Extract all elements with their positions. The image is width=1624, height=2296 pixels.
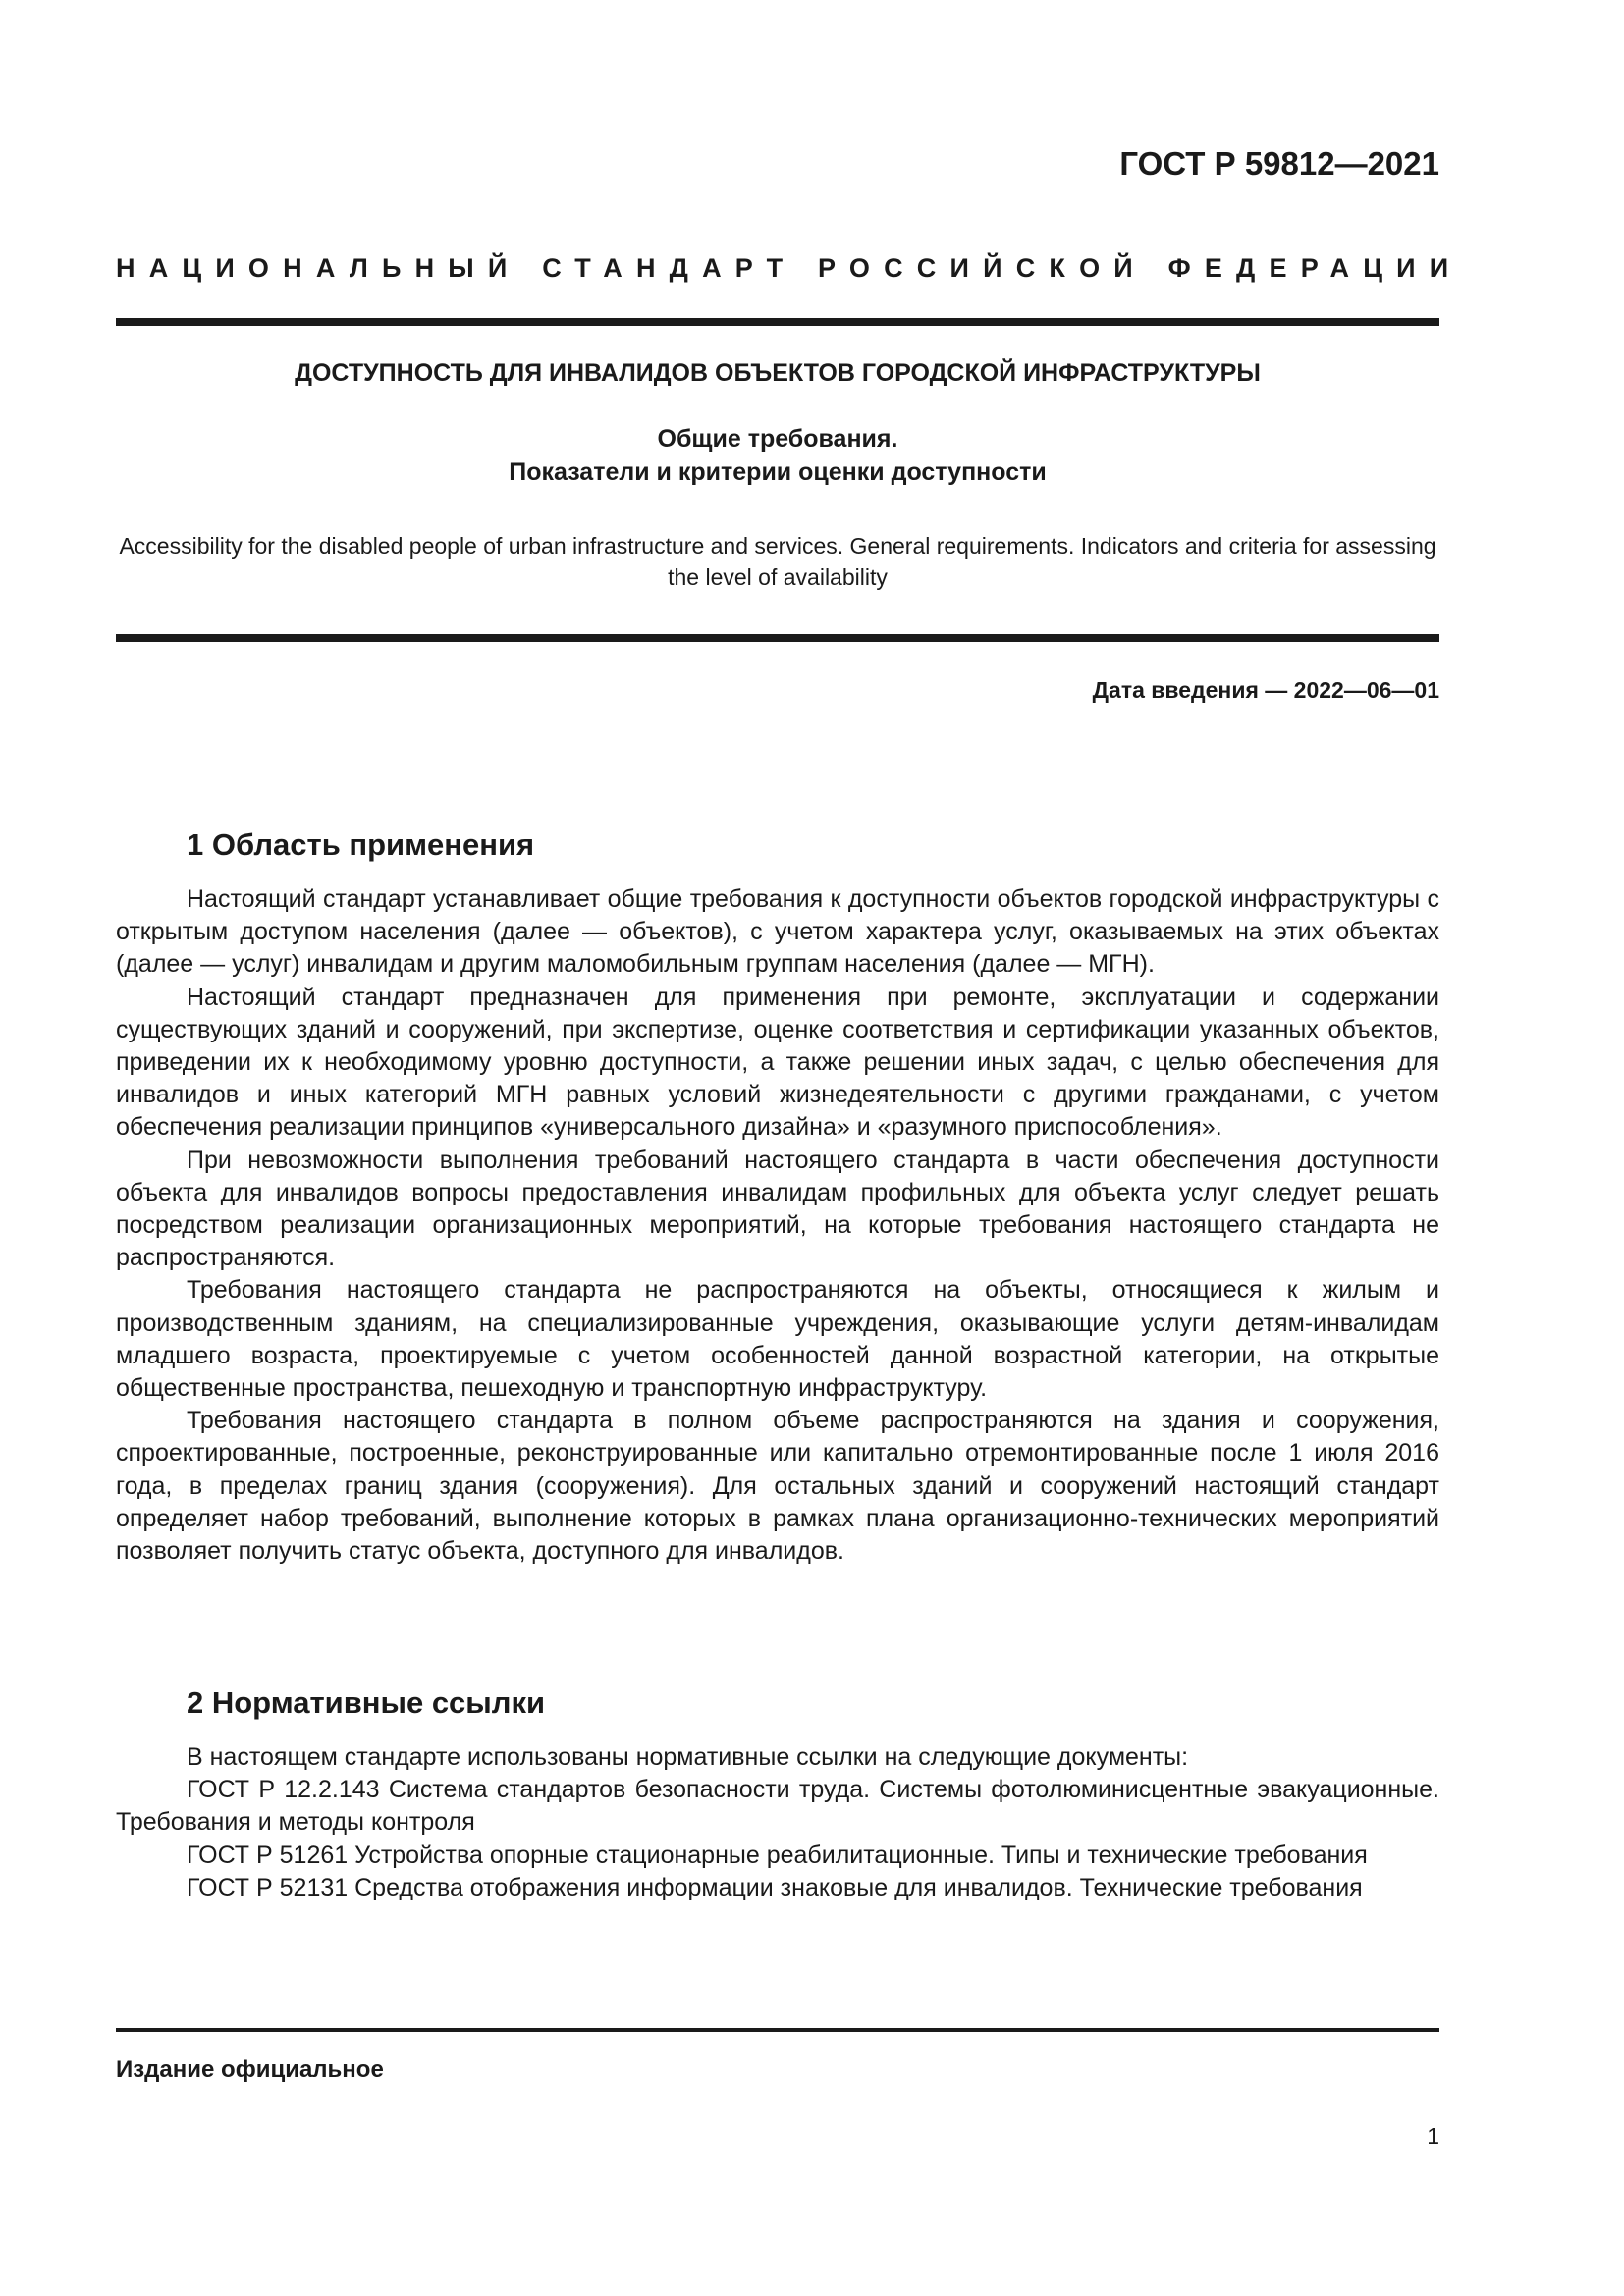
normative-reference: ГОСТ Р 52131 Средства отображения информации знаковые для инвалидов. Технические требования	[187, 1873, 1363, 1901]
top-divider	[116, 318, 1439, 326]
section-1-paragraph: При невозможности выполнения требований настоящего стандарта в части обеспечения доступности объекта для инвалидов вопросы предоставления инвалидам профильных для объекта услуг следует решать посредством реализации организационных мероприятий, на которые требования настоящего стандарта не распространяются.	[116, 1146, 1439, 1272]
section-2-body	[116, 1741, 1439, 1904]
section-1-paragraph: Требования настоящего стандарта в полном объеме распространяются на здания и сооружения, спроектированные, построенные, реконструированные или капитально отремонтированные после 1 июля 2016 года, в пределах границ здания (сооружения). Для остальных зданий и сооружений настоящий стандарт определяет набор требований, выполнение которых в рамках плана организационно-технических мероприятий позволяет получить статус объекта, доступного для инвалидов.	[116, 1407, 1439, 1566]
standard-code: ГОСТ Р 59812—2021	[1119, 145, 1439, 182]
document-subtitle	[116, 422, 1439, 489]
date-of-introduction: Дата введения — 2022—06—01	[1092, 677, 1439, 703]
national-standard-banner: НАЦИОНАЛЬНЫЙ СТАНДАРТ РОССИЙСКОЙ ФЕДЕРАЦИИ	[116, 253, 1463, 283]
title-divider	[116, 634, 1439, 642]
page-number: 1	[1427, 2123, 1439, 2149]
section-1-paragraph: Настоящий стандарт устанавливает общие требования к доступности объектов городской инфраструктуры с открытым доступом населения (далее — объектов), с учетом характера услуг, оказываемых на этих объектах (далее — услуг) инвалидам и другим маломобильным группам населения (далее — МГН).	[116, 885, 1439, 979]
footer-divider	[116, 2028, 1439, 2032]
section-2-paragraph: В настоящем стандарте использованы нормативные ссылки на следующие документы:	[187, 1743, 1189, 1771]
section-2-heading: 2 Нормативные ссылки	[187, 1685, 546, 1720]
subtitle-line-2: Показатели и критерии оценки доступности	[509, 458, 1047, 486]
section-1-paragraph: Настоящий стандарт предназначен для применения при ремонте, эксплуатации и содержании существующих зданий и сооружений, при экспертизе, оценке соответствия и сертификации указанных объектов, приведении их к необходимому уровню доступности, а также решении иных задач, с целью обеспечения для инвалидов и иных категорий МГН равных условий жизнедеятельности с другими гражданами, с учетом обеспечения реализации принципов «универсального дизайна» и «разумного приспособления».	[116, 983, 1439, 1142]
document-title: ДОСТУПНОСТЬ ДЛЯ ИНВАЛИДОВ ОБЪЕКТОВ ГОРОДСКОЙ ИНФРАСТРУКТУРЫ	[295, 359, 1261, 387]
normative-reference: ГОСТ Р 51261 Устройства опорные стационарные реабилитационные. Типы и технические требования	[187, 1841, 1368, 1869]
official-edition-label: Издание официальное	[116, 2056, 384, 2083]
subtitle-line-1: Общие требования.	[657, 425, 898, 453]
english-title: Accessibility for the disabled people of urban infrastructure and services. General requirements. Indicators and criteria for assessing the level of availability	[119, 533, 1436, 590]
section-1-heading: 1 Область применения	[187, 828, 535, 862]
section-1-paragraph: Требования настоящего стандарта не распространяются на объекты, относящиеся к жилым и производственным зданиям, на специализированные учреждения, оказывающие услуги детям-инвалидам младшего возраста, проектируемые с учетом особенностей данной возрастной категории, на открытые общественные пространства, пешеходную и транспортную инфраструктуру.	[116, 1276, 1439, 1403]
section-1-body	[116, 883, 1439, 1568]
normative-reference: ГОСТ Р 12.2.143 Система стандартов безопасности труда. Системы фотолюминисцентные эвакуационные. Требования и методы контроля	[116, 1776, 1439, 1837]
